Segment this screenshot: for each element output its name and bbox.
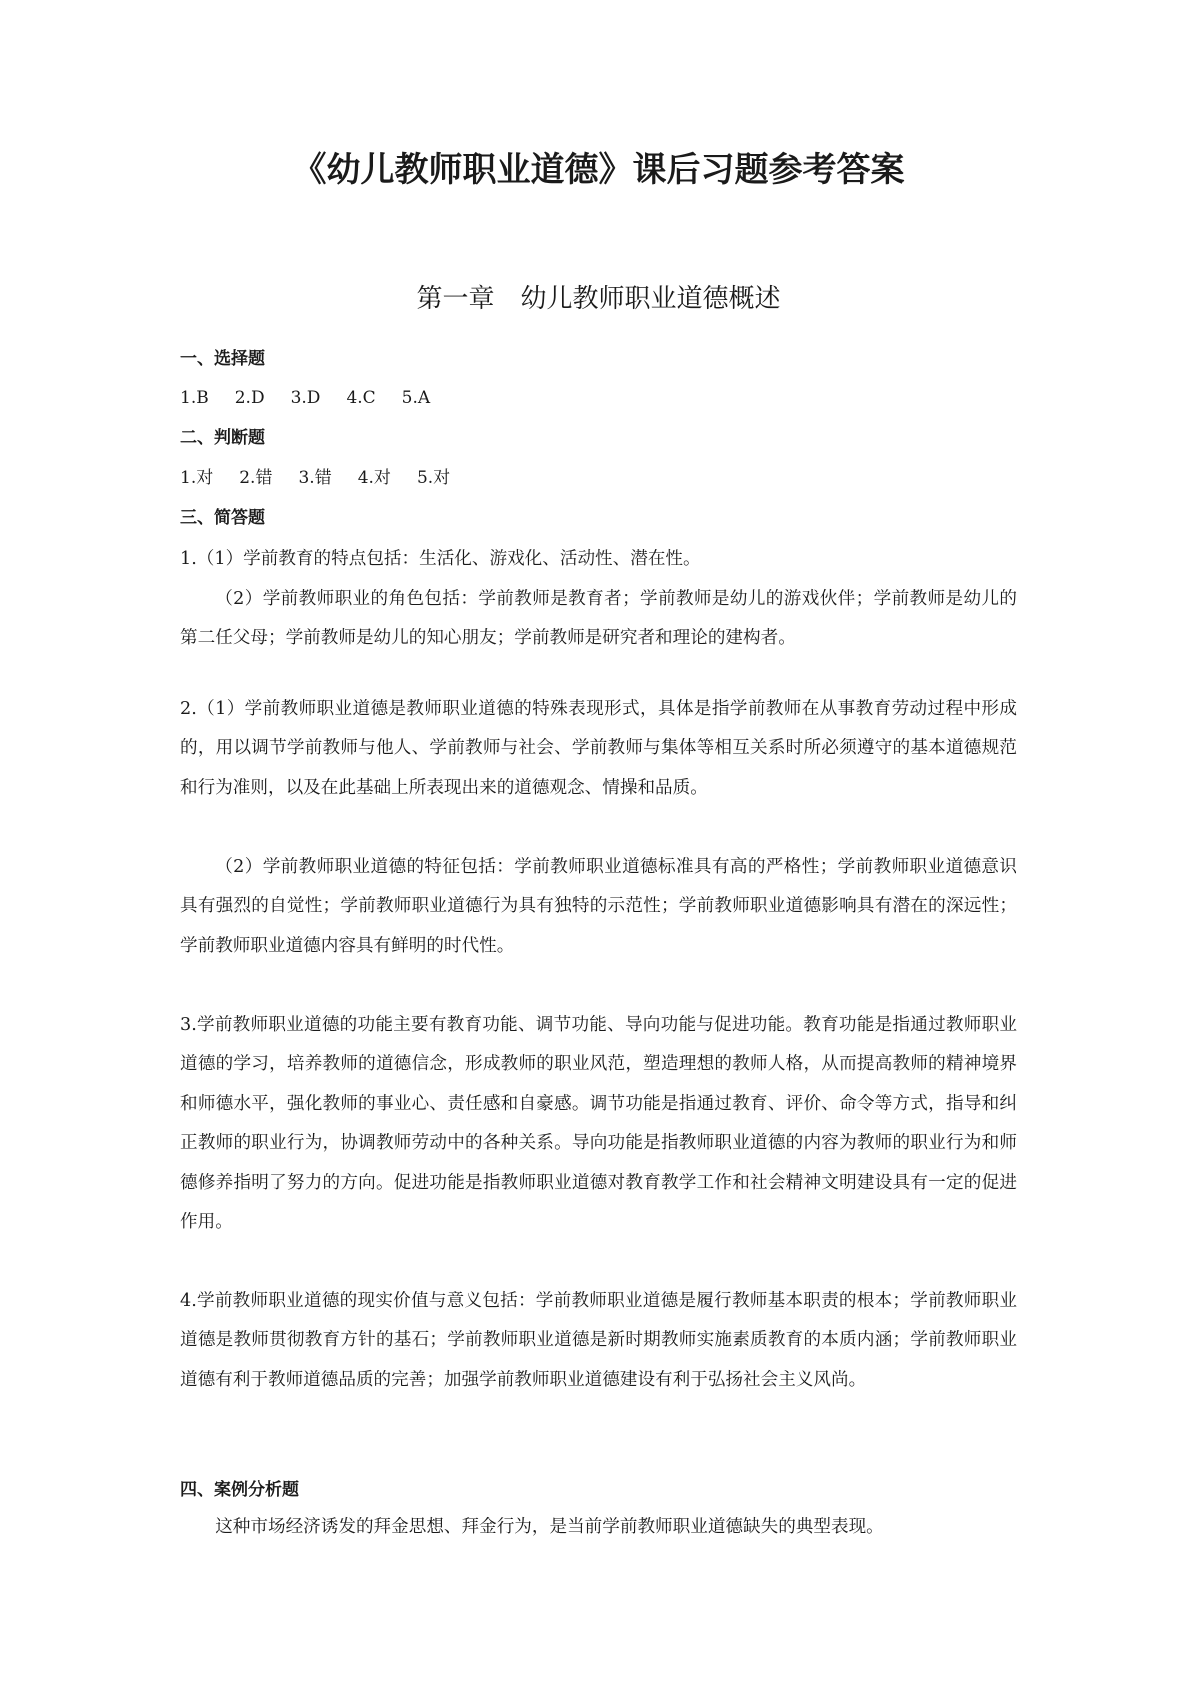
- answer-item: 3.错: [298, 468, 332, 488]
- answer-paragraph-q2-part2: （2）学前教师职业道德的特征包括：学前教师职业道德标准具有高的严格性；学前教师职业道德意识具有强烈的自觉性；学前教师职业道德行为具有独特的示范性；学前教师职业道德影响具有潜在的深远性；学前教师职业道德内容具有鲜明的时代性。: [180, 857, 1017, 956]
- answer-item: 4.对: [357, 468, 391, 488]
- answer-item: 1.对: [180, 468, 214, 488]
- section-heading-case: 四、案例分析题: [180, 1480, 299, 1500]
- section-heading-choice: 一、选择题: [180, 349, 265, 369]
- answer-item: 1.B: [180, 388, 209, 408]
- answer-item: 2.错: [239, 468, 273, 488]
- chapter-title: 第一章 幼儿教师职业道德概述: [416, 284, 781, 314]
- section-heading-judge: 二、判断题: [180, 428, 265, 448]
- document-title: 《幼儿教师职业道德》课后习题参考答案: [292, 150, 905, 190]
- answer-paragraph-q1-part1: 1.（1）学前教育的特点包括：生活化、游戏化、活动性、潜在性。: [180, 549, 701, 569]
- answer-paragraph-q2-part1: 2.（1）学前教师职业道德是教师职业道德的特殊表现形式，具体是指学前教师在从事教育劳动过程中形成的，用以调节学前教师与他人、学前教师与社会、学前教师与集体等相互关系时所必须遵守的基本道德规范和行为准则，以及在此基础上所表现出来的道德观念、情操和品质。: [180, 699, 1017, 798]
- answer-item: 2.D: [234, 388, 265, 408]
- case-analysis-text: 这种市场经济诱发的拜金思想、拜金行为，是当前学前教师职业道德缺失的典型表现。: [215, 1517, 884, 1537]
- section-heading-short: 三、简答题: [180, 508, 265, 528]
- answer-paragraph-q4: 4.学前教师职业道德的现实价值与意义包括：学前教师职业道德是履行教师基本职责的根本；学前教师职业道德是教师贯彻教育方针的基石；学前教师职业道德是新时期教师实施素质教育的本质内涵；学前教师职业道德有利于教师道德品质的完善；加强学前教师职业道德建设有利于弘扬社会主义风尚。: [180, 1291, 1017, 1390]
- answer-item: 3.D: [290, 388, 321, 408]
- judge-answers: [180, 466, 476, 490]
- answer-item: 4.C: [346, 388, 376, 408]
- answer-paragraph-q3: 3.学前教师职业道德的功能主要有教育功能、调节功能、导向功能与促进功能。教育功能是指通过教师职业道德的学习，培养教师的道德信念，形成教师的职业风范，塑造理想的教师人格，从而提高教师的精神境界和师德水平，强化教师的事业心、责任感和自豪感。调节功能是指通过教育、评价、命令等方式，指导和纠正教师的职业行为，协调教师劳动中的各种关系。导向功能是指教师职业道德的内容为教师的职业行为和师德修养指明了努力的方向。促进功能是指教师职业道德对教育教学工作和社会精神文明建设具有一定的促进作用。: [180, 1015, 1017, 1233]
- choice-answers: [180, 386, 456, 410]
- answer-paragraph-q1-part2: （2）学前教师职业的角色包括：学前教师是教育者；学前教师是幼儿的游戏伙伴；学前教师是幼儿的第二任父母；学前教师是幼儿的知心朋友；学前教师是研究者和理论的建构者。: [180, 589, 1017, 649]
- answer-item: 5.对: [416, 468, 451, 488]
- answer-item: 5.A: [401, 388, 431, 408]
